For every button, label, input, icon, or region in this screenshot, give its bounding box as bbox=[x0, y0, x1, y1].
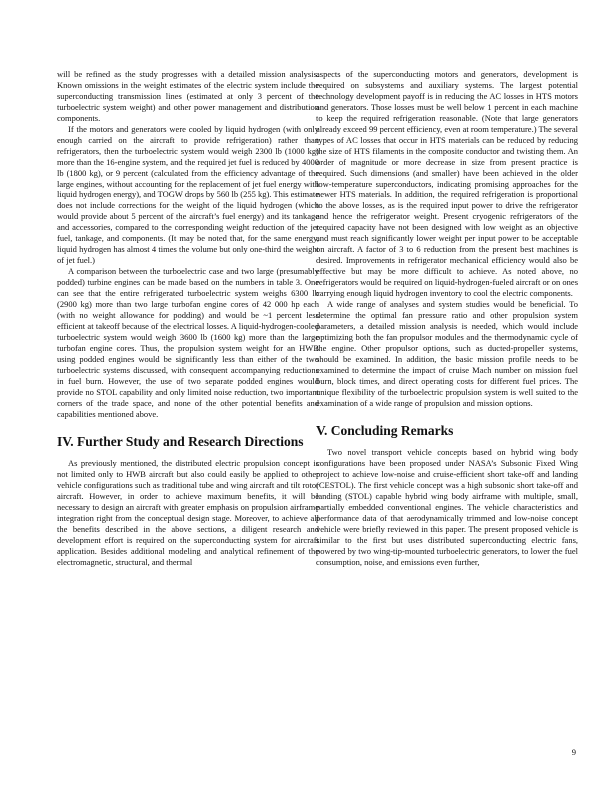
right-paragraph-3: Two novel transport vehicle concepts based on hybrid wing body configurations have been proposed under NASA’s Subsonic Fixed Wing project to achieve low-noise and cruise-efficient short take-off and landing (CESTOL). The first vehicle concept was a high subsonic short take-off and landing (STOL) capable hybrid wing body airframe with multiple, small, partially embedded conventional engines. The vehicle characteristics and performance data of that aerodynamically trimmed and low-noise concept vehicle were briefly reviewed in this paper. The present proposed vehicle is similar to the first but uses distributed superconducting electric fans, powered by two wing-tip-mounted turboelectric generators, to lower the fuel consumption, noise, and emissions even further, bbox=[316, 447, 578, 567]
right-paragraph-1: aspects of the superconducting motors and generators, development is required on subsystems and auxiliary systems. The largest potential technology development payoff is in reducing the AC losses in HTS motors and generators. Those losses must be well below 1 percent in each machine to keep the required refrigeration reasonable. (Note that large generators already exceed 99 percent efficiency, even at room temperature.) The several types of AC losses that occur in HTS materials can be reduced by reducing the size of HTS filaments in the composite conductor and twisting them. An order of magnitude or more decrease in size from present practice is required. Such dimensions (and smaller) have been achieved in the older low-temperature superconductors, indicating promising approaches for the newer HTS materials. In addition, the required refrigeration is proportional to the above losses, as is the required input power to drive the refrigerator and hence the refrigerator weight. Present cryogenic refrigerators of the required capacity have not been designed with low weight as an objective and must reach significantly lower weight per input power to be acceptable on aircraft. A factor of 3 to 6 reduction from the present best machines is desired. Improvements in refrigerator mechanical efficiency would also be effective but may be more difficult to achieve. As noted above, no refrigerators would be required on liquid-hydrogen-fueled aircraft or on ones carrying enough liquid hydrogen inventory to cool the electric components. bbox=[316, 69, 578, 299]
right-paragraph-2: A wide range of analyses and system studies would be beneficial. To determine the optimal fan pressure ratio and other propulsion system parameters, a detailed mission analysis is needed, which would include optimizing both the fan propulsor modules and the thermodynamic cycle of the engine. Other propulsor options, such as ducted-propeller systems, should be examined. In addition, the basic mission profile needs to be examined to determine the impact of cruise Mach number on mission fuel burn, block times, and direct operating costs for different fuel prices. The unique flexibility of the turboelectric propulsion system is well suited to the examination of a wide range of propulsion and mission options. bbox=[316, 299, 578, 408]
left-column bbox=[57, 69, 319, 568]
left-paragraph-4: As previously mentioned, the distributed electric propulsion concept is not limited only to HWB aircraft but also could easily be applied to other vehicle configurations such as traditional tube and wing aircraft and tilt rotor aircraft. However, in order to achieve maximum benefits, it will be necessary to design an aircraft with greater emphasis on propulsion airframe integration right from the conceptual design stage. Moreover, to achieve all the benefits described in the above sections, a diligent research and development effort is required on the superconducting system for aircraft application. Besides additional modeling and analytical refinement of the electromagnetic, structural, and thermal bbox=[57, 458, 319, 567]
section-heading-further-study: IV. Further Study and Research Directions bbox=[57, 433, 304, 449]
page-number: 9 bbox=[571, 747, 576, 757]
left-paragraph-2: If the motors and generators were cooled by liquid hydrogen (with only enough carried on the aircraft to provide refrigeration) rather than refrigerators, then the turboelectric system would weigh 2300 lb (1000 kg) more than the 16-engine system, and the required jet fuel is reduced by 4000 lb (1800 kg), or 9 percent (calculated from the efficiency advantage of the large engines, without accounting for the replacement of jet fuel energy with liquid hydrogen energy), and TOGW drops by 560 lb (255 kg). This estimate does not include corrections for the weight of the liquid hydrogen (which would provide about 5 percent of the aircraft’s fuel energy) and its tankage and accessories, compared to the corresponding weight reduction of the jet fuel, tankage, and components. (It may be noted that, for the same energy, liquid hydrogen has almost 4 times the volume but only one-third the weight of jet fuel.) bbox=[57, 123, 319, 266]
right-column bbox=[316, 69, 578, 568]
left-paragraph-1: will be refined as the study progresses with a detailed mission analysis. Known omissions in the weight estimates of the electric system include the superconducting transmission lines (estimated at only 3 percent of the turboelectric system weight) and other power management and distribution components. bbox=[57, 69, 319, 123]
left-paragraph-3: A comparison between the turboelectric case and two large (presumably podded) turbine engines can be made based on the numbers in table 3. One can see that the entire refrigerated turboelectric system weighs 6300 lb (2900 kg) more than two large turbofan engine cores of 42 000 hp each (with no weight allowance for podding) and would be ~1 percent less efficient at takeoff because of the electrical losses. A liquid-hydrogen-cooled turboelectric system would weigh 3600 lb (1600 kg) more than the large turbofan engine cores. Thus, the propulsion system weight for an HWB using podded engines would be significantly less than either of the two turboelectric systems discussed, with consequent accompanying reductions in fuel burn. However, the use of two separate podded engines would provide no STOL capability and only limited noise reduction, two important corners of the trade space, and none of the other potential benefits and capabilities mentioned above. bbox=[57, 266, 319, 419]
section-heading-concluding-remarks: V. Concluding Remarks bbox=[316, 422, 454, 438]
